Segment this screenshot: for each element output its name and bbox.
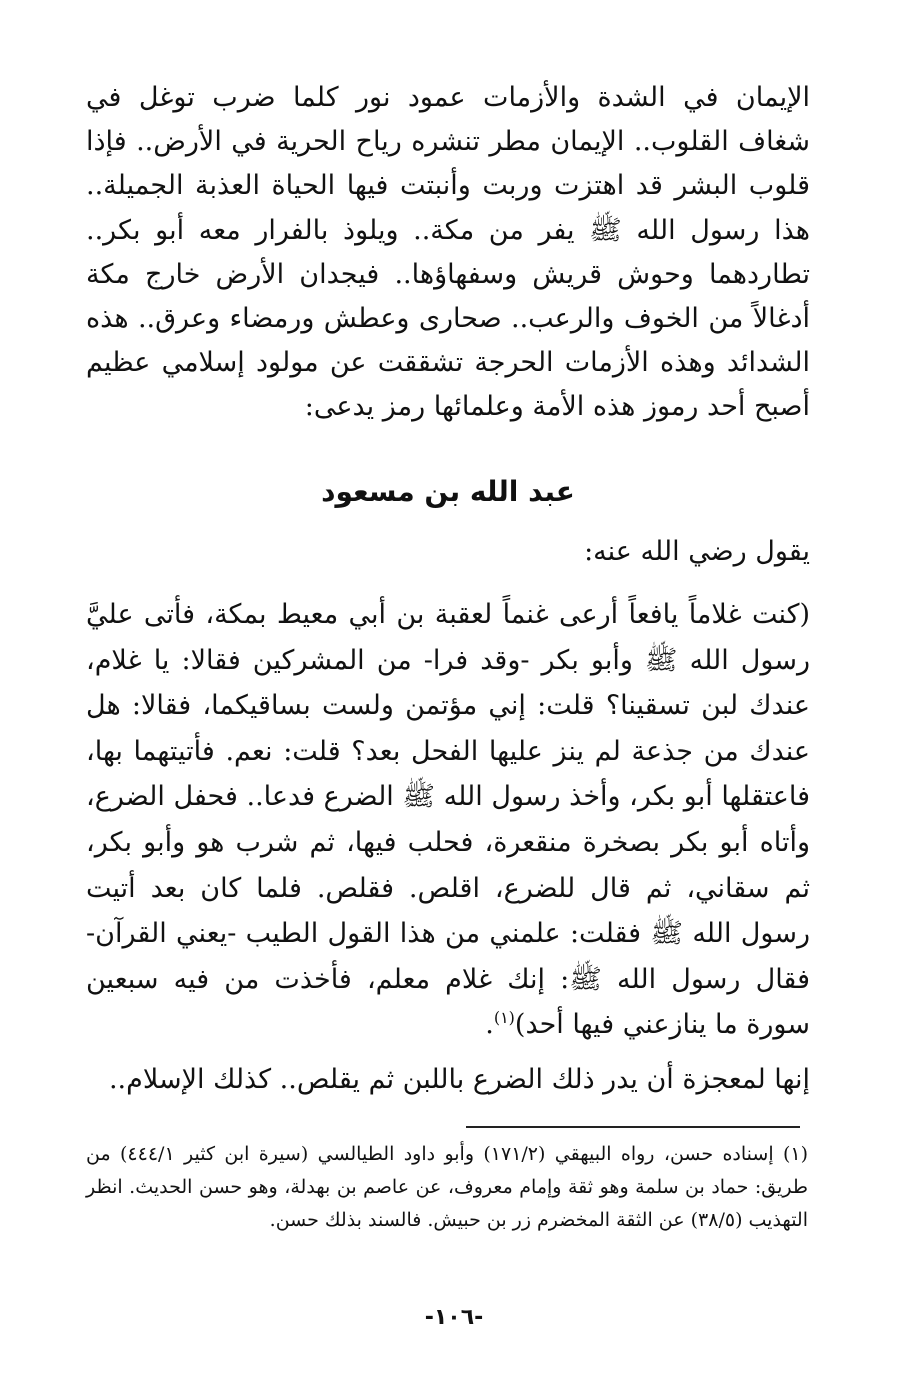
page-number: -١٠٦- xyxy=(424,1305,484,1330)
narration-end-punctuation: . xyxy=(485,1009,494,1041)
footnote-text: (١) إسناده حسن، رواه البيهقي (١٧١/٢) وأبو داود الطيالسي (سيرة ابن كثير ٤٤٤/١) من طريق: حماد بن سلمة وهو ثقة وإمام معروف، عن عاصم بن بهدلة، وهو حسن الحديث. انظر التهذيب (٣٨/٥) عن الثقة المخضرم زر بن حبيش. فالسند بذلك حسن. xyxy=(86,1143,809,1231)
body-paragraph-intro: الإيمان في الشدة والأزمات عمود نور كلما ضرب توغل في شغاف القلوب.. الإيمان مطر تنشره رياح الحرية في الأرض.. فإذا قلوب البشر قد اهتزت وربت وأنبتت فيها الحياة العذبة الجميلة.. هذا رسول الله ﷺ يفر من مكة.. ويلوذ بالفرار معه أبو بكر.. تطاردهما وحوش قريش وسفهاؤها.. فيجدان الأرض خارج مكة أدغالاً من الخوف والرعب.. صحارى وعطش ورمضاء وعرق.. هذه الشدائد وهذه الأزمات الحرجة تشققت عن مولود إسلامي عظيم أصبح أحد رموز هذه الأمة وعلمائها رمز يدعى: xyxy=(86,82,810,423)
footnote-separator xyxy=(466,1126,800,1128)
section-heading: عبد الله بن مسعود xyxy=(321,475,575,508)
footnote-reference: (١) xyxy=(493,1008,515,1028)
body-paragraph-conclusion: إنها لمعجزة أن يدر ذلك الضرع باللبن ثم يقلص.. كذلك الإسلام.. xyxy=(108,1064,810,1095)
body-paragraph-narration xyxy=(86,592,810,1048)
narration-text: (كنت غلاماً يافعاً أرعى غنماً لعقبة بن أبي معيط بمكة، فأتى عليَّ رسول الله ﷺ وأبو بكر -وقد فرا- من المشركين فقالا: يا غلام، عندك لبن تسقينا؟ قلت: إني مؤتمن ولست بساقيكما، فقالا: هل عندك من جذعة لم ينز عليها الفحل بعد؟ قلت: نعم. فأتيتهما بها، فاعتقلها أبو بكر، وأخذ رسول الله ﷺ الضرع فدعا.. فحفل الضرع، وأتاه أبو بكر بصخرة منقعرة، فحلب فيها، ثم شرب هو وأبو بكر، ثم سقاني، ثم قال للضرع، اقلص. فقلص. فلما كان بعد أتيت رسول الله ﷺ فقلت: علمني من هذا القول الطيب -يعني القرآن- فقال رسول الله ﷺ: إنك غلام معلم، فأخذت من فيه سبعين سورة ما ينازعني فيها أحد) xyxy=(86,599,811,1041)
body-paragraph-quote-intro: يقول رضي الله عنه: xyxy=(584,536,810,567)
